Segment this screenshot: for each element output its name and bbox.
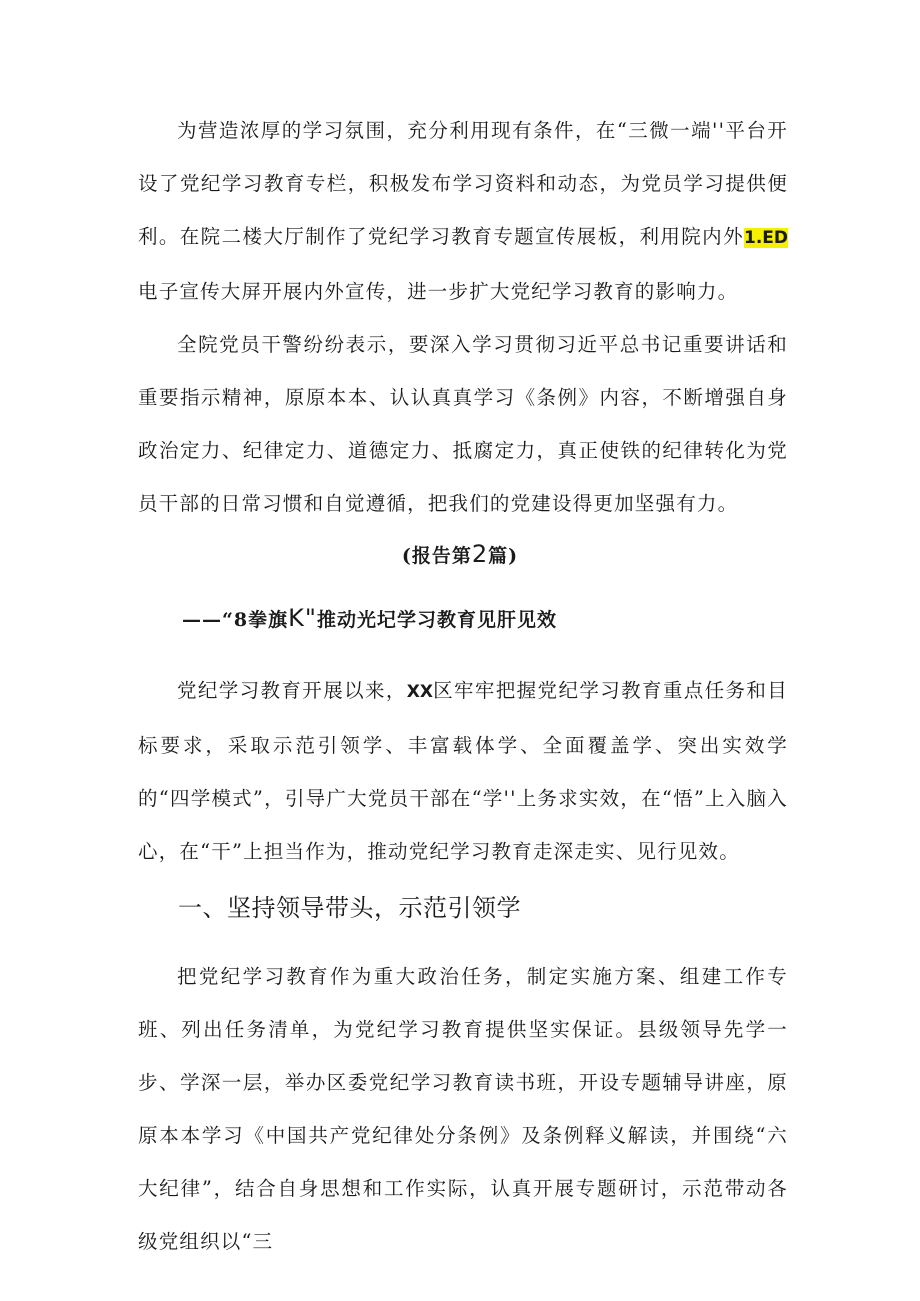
highlighted-text: 1.ED	[743, 228, 788, 248]
paragraph-text: 电子宣传大屏开展内外宣传，进一步扩大党纪学习教育的影响力。	[138, 280, 739, 303]
paragraph-platform-publicity	[138, 104, 788, 318]
paragraph-text: 区牢牢把握党纪学习教育重点任务和目标要求，采取示范引领学、丰富载体学、全面覆盖学、突出实效学的“四学模式”，引导广大党员干部在“学''上务求实效，在“悟”上入脑入心，在“干”上担当作为，推动党纪学习教育走深走实、见行见效。	[138, 679, 788, 863]
district-placeholder: XX	[406, 682, 433, 702]
paragraph-text: 全院党员干警纷纷表示，要深入学习贯彻习近平总书记重要讲话和重要指示精神，原原本本、认认真真学习《条例》内容，不断增强自身政治定力、纪律定力、道德定力、抵腐定力，真正使铁的纪律转化为党员干部的日常习惯和自觉遵循，把我们的党建设得更加坚强有力。	[138, 333, 788, 515]
paragraph-party-members-statement	[138, 318, 788, 530]
paragraph-four-study-mode	[138, 664, 788, 878]
paragraph-leadership-example	[138, 950, 788, 1268]
report-number: 2	[471, 540, 489, 568]
paragraph-text: 把党纪学习教育作为重大政治任务，制定实施方案、组建工作专班、列出任务清单，为党纪学习教育提供坚实保证。县级领导先学一步、学深一层，举办区委党纪学习教育读书班，开设专题辅导讲座，原原本本学习《中国共产党纪律处分条例》及条例释义解读，并围绕“六大纪律”，结合自身思想和工作实际，认真开展专题研讨，示范带动各级党组织以“三	[138, 965, 788, 1253]
paragraph-text: 党纪学习教育开展以来，	[177, 679, 407, 702]
section-heading: 一、坚持领导带头，示范引领学	[178, 894, 521, 922]
report-section-label: (报告第2篇)	[401, 540, 519, 568]
report-subtitle: ——“8拳旗K"推动光圮学习教育见肝见效	[182, 604, 557, 632]
paragraph-text: 为营造浓厚的学习氛围，充分利用现有条件，在“三微一端''平台开设了党纪学习教育专栏，积极发布学习资料和动态，为党员学习提供便利。在院二楼大厅制作了党纪学习教育专题宣传展板，利用院内外	[138, 119, 788, 248]
